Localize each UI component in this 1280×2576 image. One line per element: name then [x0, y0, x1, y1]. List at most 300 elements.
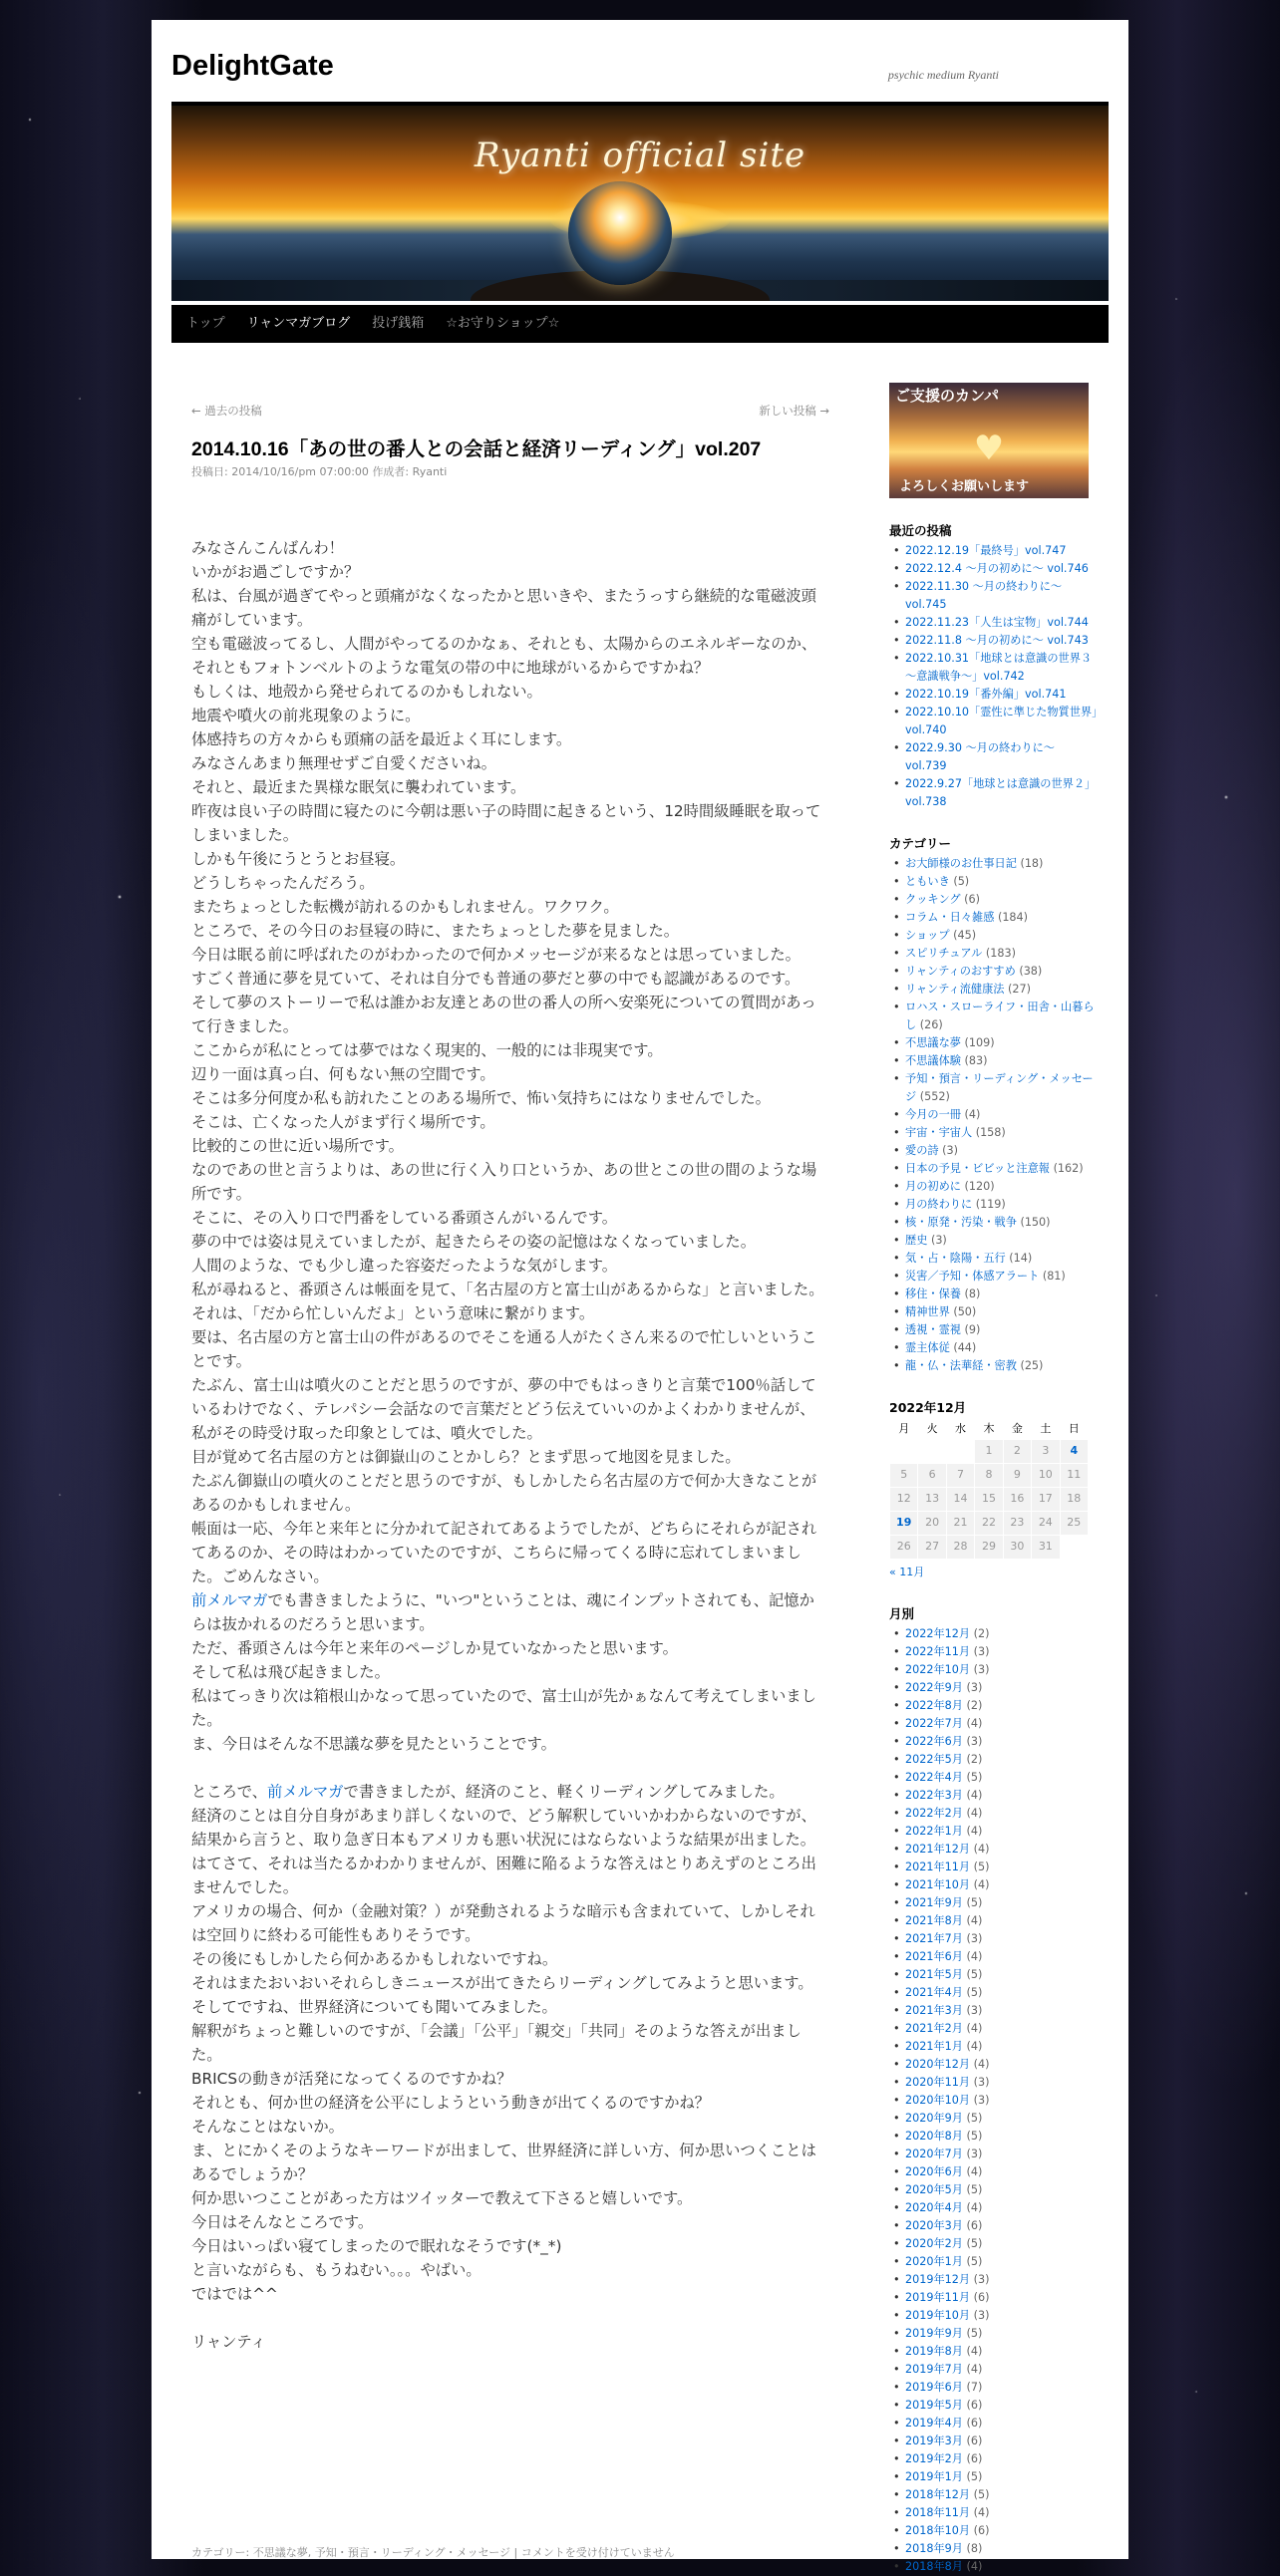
category-count: (120) [964, 1180, 995, 1193]
archive-item [889, 2504, 1099, 2522]
support-banner-sub: よろしくお願いします [899, 479, 1030, 494]
archive-link[interactable]: 2021年8月 [905, 1913, 963, 1927]
archive-link[interactable]: 2019年8月 [905, 2344, 963, 2358]
archive-link[interactable]: 2019年3月 [905, 2433, 963, 2447]
category-item [889, 1250, 1099, 1268]
next-post-link[interactable]: 新しい投稿 → [759, 404, 829, 418]
archive-count: (5) [973, 1860, 990, 1873]
archive-link[interactable]: 2019年5月 [905, 2398, 963, 2412]
archive-item [889, 2540, 1099, 2558]
body-line: いかがお過ごしですか？ [191, 563, 360, 581]
archive-count: (7) [966, 2380, 983, 2394]
category-count: (27) [1008, 983, 1031, 996]
archive-item [889, 1769, 1099, 1787]
category-count: (6) [964, 893, 981, 906]
archive-count: (5) [966, 2326, 983, 2340]
support-banner-link[interactable] [889, 383, 1089, 498]
calendar-table [889, 1419, 1089, 1560]
utility-cat-link-1[interactable]: 不思議な夢 [252, 2546, 308, 2559]
utility-cat-link-2[interactable]: 予知・預言・リーディング・メッセージ [314, 2546, 511, 2559]
archive-item [889, 2450, 1099, 2468]
category-link[interactable]: 月の終わりに [905, 1198, 973, 1211]
category-link[interactable]: 精神世界 [905, 1305, 950, 1318]
calendar-day: 6 [918, 1463, 946, 1487]
archive-count: (3) [973, 1662, 990, 1676]
body-line: はてさて、それは当たるかわかりませんが、困難に陥るような答えはとりあえずのところ出ませんでした。 [191, 1855, 816, 1896]
archive-link[interactable]: 2021年12月 [905, 1842, 971, 1856]
nav-item-top[interactable]: トップ [186, 316, 225, 331]
archive-link[interactable]: 2021年7月 [905, 1931, 963, 1945]
prev-mailmag-link[interactable]: 前メルマガ [191, 1591, 268, 1609]
archive-link[interactable]: 2021年6月 [905, 1949, 963, 1963]
archive-count: (5) [966, 2182, 983, 2196]
body-line: 体感持ちの方々からも頭痛の話を最近よく耳にします。 [191, 730, 572, 748]
category-link[interactable]: 予知・預言・リーディング・メッセージ [905, 1072, 1094, 1103]
category-link[interactable]: 不思議な夢 [905, 1036, 961, 1049]
category-count: (45) [953, 929, 977, 942]
category-count: (119) [975, 1198, 1006, 1211]
category-link[interactable]: 日本の予見・ビビッと注意報 [905, 1162, 1050, 1175]
category-count: (3) [930, 1234, 947, 1247]
prev-mailmag-link-2[interactable]: 前メルマガ [267, 1783, 344, 1801]
archive-count: (5) [966, 2236, 983, 2250]
recent-post-item [889, 578, 1099, 614]
body-line: ところで、その今日のお昼寝の時に、またちょっとした夢を見ました。 [191, 922, 680, 940]
archive-count: (3) [966, 1680, 983, 1694]
category-item [889, 1142, 1099, 1160]
archive-count: (5) [966, 2469, 983, 2483]
recent-post-link[interactable]: 2022.11.30 ～月の終わりに～ vol.745 [905, 580, 1063, 611]
recent-post-item [889, 632, 1099, 650]
calendar-day: 29 [975, 1535, 1003, 1559]
archive-item [889, 2020, 1099, 2038]
archive-link[interactable]: 2021年1月 [905, 2039, 963, 2053]
archive-link[interactable]: 2022年4月 [905, 1770, 963, 1784]
body-paragraph-a [191, 536, 829, 1588]
category-item [889, 963, 1099, 981]
archive-count: (4) [973, 1842, 990, 1856]
archive-count: (5) [966, 2254, 983, 2268]
category-link[interactable]: 歴史 [905, 1234, 928, 1247]
calendar-day: 9 [1003, 1463, 1031, 1487]
archive-item [889, 1841, 1099, 1859]
recent-post-link[interactable]: 2022.9.30 ～月の終わりに～ vol.739 [905, 741, 1055, 772]
archive-link[interactable]: 2019年9月 [905, 2326, 963, 2340]
archive-count: (2) [973, 1626, 990, 1640]
body-line: と言いながらも、もうねむい。。。やばい。 [191, 2261, 481, 2279]
calendar-weekday: 木 [983, 1421, 995, 1435]
category-item [889, 1124, 1099, 1142]
archive-item [889, 1733, 1099, 1751]
meta-date-label: 投稿日: [191, 465, 228, 478]
archive-item [889, 2397, 1099, 2415]
body-line: そして夢のストーリーで私は誰かお友達とあの世の番人の所へ安楽死についての質問があって行きました。 [191, 994, 816, 1035]
archive-link[interactable]: 2022年9月 [905, 1680, 963, 1694]
category-link[interactable]: 宇宙・宇宙人 [905, 1126, 973, 1139]
category-count: (8) [964, 1288, 981, 1300]
recent-post-link[interactable]: 2022.10.19「番外編」vol.741 [905, 688, 1067, 701]
body-line: ではでは^^ [191, 2285, 278, 2303]
category-item [889, 1160, 1099, 1178]
category-count: (552) [919, 1090, 950, 1103]
category-item [889, 1232, 1099, 1250]
post-author-link[interactable]: Ryanti [412, 465, 448, 478]
archive-link[interactable]: 2022年2月 [905, 1806, 963, 1820]
archive-link[interactable]: 2019年12月 [905, 2272, 971, 2286]
category-link[interactable]: ともいき [905, 875, 950, 888]
category-item [889, 1214, 1099, 1232]
body-line: アメリカの場合、何か（金融対策？）が発動されるような暗示も含まれていて、しかしそれは空回りに終わる可能性もありそうです。 [191, 1902, 815, 1944]
archive-count: (4) [973, 2505, 990, 2519]
archive-link[interactable]: 2021年3月 [905, 2003, 963, 2017]
body-line: そして私は飛び起きました。 [191, 1663, 390, 1681]
post-utility: カテゴリー: 不思議な夢, 予知・預言・リーディング・メッセージ | コメントを受け付けていません [191, 2546, 675, 2559]
archive-link[interactable]: 2019年10月 [905, 2308, 971, 2322]
archive-link[interactable]: 2021年2月 [905, 2021, 963, 2035]
body-line: 人間のような、でも少し違った容姿だったような気がします。 [191, 1257, 618, 1275]
archive-count: (6) [966, 2398, 983, 2412]
archive-count: (6) [966, 2433, 983, 2447]
calendar-day-link[interactable]: 4 [1060, 1439, 1088, 1463]
category-link[interactable]: 核・原発・汚染・戦争 [905, 1216, 1017, 1229]
category-link[interactable]: 災害／予知・体感アラート [905, 1270, 1040, 1283]
archive-count: (6) [966, 2416, 983, 2430]
archive-link[interactable]: 2020年11月 [905, 2075, 971, 2089]
archive-item [889, 1679, 1099, 1697]
category-count: (183) [985, 947, 1016, 960]
category-link[interactable]: リャンティ流健康法 [905, 983, 1005, 996]
archive-item [889, 2486, 1099, 2504]
category-link[interactable]: 移住・保養 [905, 1288, 961, 1300]
archive-item [889, 2343, 1099, 2361]
archive-link[interactable]: 2021年4月 [905, 1985, 963, 1999]
archive-link[interactable]: 2020年9月 [905, 2111, 963, 2125]
body-line: 地震や噴火の前兆現象のように。 [191, 707, 421, 724]
body-line: 今日はいっぱい寝てしまったので眠れなそうです(*_*) [191, 2237, 562, 2255]
recent-post-link[interactable]: 2022.9.27「地球とは意識の世界２」vol.738 [905, 777, 1097, 808]
body-line: 私は、台風が過ぎてやっと頭痛がなくなったかと思いきや、またうっすら継続的な電磁波頭痛がしています。 [191, 587, 816, 629]
archive-item [889, 2163, 1099, 2181]
body-line: 私が尋ねると、番頭さんは帳面を見て、「名古屋の方と富士山があるからな」と言いました。 [191, 1281, 824, 1298]
calendar-day: 5 [890, 1463, 918, 1487]
body-paragraph-c [191, 1804, 829, 2306]
category-item [889, 873, 1099, 891]
category-count: (44) [953, 1341, 977, 1354]
calendar-day: 2 [1003, 1439, 1031, 1463]
archive-item [889, 2199, 1099, 2217]
archive-count: (5) [966, 2111, 983, 2125]
calendar-day: 3 [1032, 1439, 1060, 1463]
calendar-empty [918, 1439, 946, 1463]
recent-post-link[interactable]: 2022.12.19「最終号」vol.747 [905, 544, 1067, 557]
archive-item [889, 1661, 1099, 1679]
archive-link[interactable]: 2018年10月 [905, 2523, 971, 2537]
post-nav [191, 399, 829, 417]
archive-count: (4) [973, 1877, 990, 1891]
archive-link[interactable]: 2022年10月 [905, 1662, 971, 1676]
archive-item [889, 2415, 1099, 2433]
archive-link[interactable]: 2020年5月 [905, 2182, 963, 2196]
body-line: 夢の中では姿は見えていましたが、起きたらその姿の記憶はなくなっていました。 [191, 1233, 756, 1251]
archive-link[interactable]: 2022年1月 [905, 1824, 963, 1838]
calendar-day: 12 [890, 1487, 918, 1511]
category-link[interactable]: 透視・霊視 [905, 1323, 961, 1336]
body-line: 目が覚めて名古屋の方とは御嶽山のことかしら？とまず思って地図を見ました。 [191, 1448, 741, 1466]
archive-link[interactable]: 2018年11月 [905, 2505, 971, 2519]
archive-link[interactable]: 2020年6月 [905, 2164, 963, 2178]
archive-item [889, 1876, 1099, 1894]
category-link[interactable]: コラム・日々雑感 [905, 911, 995, 924]
site-title[interactable]: DelightGate [171, 50, 334, 82]
archive-item [889, 2110, 1099, 2128]
calendar-prev-month-link[interactable]: « 11月 [889, 1565, 925, 1578]
category-link[interactable]: 月の初めに [905, 1180, 961, 1193]
calendar-day: 8 [975, 1463, 1003, 1487]
body-line: BRICSの動きが活発になってくるのですかね？ [191, 2070, 512, 2088]
archive-link[interactable]: 2020年4月 [905, 2200, 963, 2214]
archive-item [889, 2217, 1099, 2235]
archive-link[interactable]: 2018年9月 [905, 2541, 963, 2555]
recent-post-item [889, 739, 1099, 775]
archive-item [889, 2146, 1099, 2163]
calendar-day: 16 [1003, 1487, 1031, 1511]
archive-link[interactable]: 2022年11月 [905, 1644, 971, 1658]
category-link[interactable]: お大師様のお仕事日記 [905, 857, 1017, 870]
archive-item [889, 2181, 1099, 2199]
archive-item [889, 2074, 1099, 2092]
post-title: 2014.10.16「あの世の番人との会話と経済リーディング」vol.207 [191, 438, 762, 460]
signature: リャンティ [191, 2333, 266, 2351]
archive-link[interactable]: 2018年8月 [905, 2559, 963, 2573]
archive-item [889, 1948, 1099, 1966]
archive-count: (4) [966, 1716, 983, 1730]
category-link[interactable]: ショップ [905, 929, 950, 942]
archive-count: (6) [966, 2218, 983, 2232]
archive-link[interactable]: 2021年5月 [905, 1967, 963, 1981]
archive-count: (4) [966, 2200, 983, 2214]
calendar-day: 17 [1032, 1487, 1060, 1511]
body-line: どうしちゃったんだろう。 [191, 874, 375, 892]
archive-item [889, 2128, 1099, 2146]
archive-link[interactable]: 2020年7月 [905, 2147, 963, 2160]
archive-count: (4) [966, 1824, 983, 1838]
recent-posts-widget [889, 522, 1099, 811]
archive-link[interactable]: 2019年2月 [905, 2451, 963, 2465]
calendar-day: 21 [946, 1511, 974, 1535]
archive-link[interactable]: 2019年6月 [905, 2380, 963, 2394]
calendar-weekday: 月 [898, 1421, 910, 1435]
calendar-empty [890, 1439, 918, 1463]
recent-post-link[interactable]: 2022.10.10「霊性に準じた物質世界」vol.740 [905, 706, 1098, 736]
category-count: (50) [953, 1305, 977, 1318]
category-link[interactable]: 不思議体験 [905, 1054, 961, 1067]
category-link[interactable]: 今月の一冊 [905, 1108, 961, 1121]
post-date-link[interactable]: 2014/10/16/pm 07:00:00 [231, 465, 369, 478]
recent-posts-list [889, 542, 1099, 811]
calendar-empty [1060, 1535, 1088, 1559]
category-link[interactable]: ロハス・スローライフ・田舎・山暮らし [905, 1001, 1095, 1031]
nav-item-blog[interactable]: リャンマガブログ [246, 316, 351, 331]
archive-item [889, 2253, 1099, 2271]
archive-link[interactable]: 2019年7月 [905, 2362, 963, 2376]
category-link[interactable]: スピリチュアル [905, 947, 983, 960]
crystal-ball-image [568, 181, 672, 285]
category-item [889, 1034, 1099, 1052]
calendar-day: 23 [1003, 1511, 1031, 1535]
calendar-day: 31 [1032, 1535, 1060, 1559]
recent-post-link[interactable]: 2022.11.8 ～月の初めに～ vol.743 [905, 634, 1089, 647]
archive-count: (3) [966, 1734, 983, 1748]
archive-item [889, 1625, 1099, 1643]
archive-link[interactable]: 2020年1月 [905, 2254, 963, 2268]
archive-count: (3) [973, 2308, 990, 2322]
archive-link[interactable]: 2021年9月 [905, 1895, 963, 1909]
archive-item [889, 2307, 1099, 2325]
page-wrapper [152, 20, 1128, 2573]
category-count: (158) [975, 1126, 1006, 1139]
body-line: それと、最近また異様な眠気に襲われています。 [191, 778, 526, 796]
archive-link[interactable]: 2020年10月 [905, 2093, 971, 2107]
calendar-day-link[interactable]: 19 [890, 1511, 918, 1535]
main-nav [171, 305, 1109, 343]
body-line: 私はてっきり次は箱根山かなって思っていたので、富士山が先かぁなんて考えてしまいました。 [191, 1687, 816, 1729]
archive-item [889, 1966, 1099, 1984]
archive-item [889, 2325, 1099, 2343]
category-count: (184) [997, 911, 1029, 924]
archive-link[interactable]: 2020年2月 [905, 2236, 963, 2250]
archive-link[interactable]: 2022年8月 [905, 1698, 963, 1712]
category-count: (109) [964, 1036, 995, 1049]
archive-count: (2) [966, 1698, 983, 1712]
archive-count: (8) [966, 2541, 983, 2555]
archive-count: (3) [973, 2272, 990, 2286]
category-link[interactable]: 愛の詩 [905, 1144, 939, 1157]
body-line: たぶん、富士山は噴火のことだと思うのですが、夢の中でもはっきりと言葉で100％話しているわけでなく、テレパシー会話なので言葉だとどう伝えていいのかよくわかりませんが、私がその時受け取った印象としては、噴火でした。 [191, 1376, 816, 1442]
category-item [889, 1339, 1099, 1357]
recent-post-item [889, 542, 1099, 560]
body-line: それはまたおいおいそれらしきニュースが出てきたらリーディングしてみようと思います。 [191, 1974, 813, 1992]
archive-link[interactable]: 2021年11月 [905, 1860, 971, 1873]
archive-item [889, 2468, 1099, 2486]
category-item [889, 1070, 1099, 1106]
archive-link[interactable]: 2022年7月 [905, 1716, 963, 1730]
archive-link[interactable]: 2019年11月 [905, 2290, 971, 2304]
body-line: それは、「だから忙しいんだよ」という意味に繋がります。 [191, 1304, 595, 1322]
category-link[interactable]: 龍・仏・法華経・密教 [905, 1359, 1017, 1372]
body-line: 何か思いつこことがあった方はツイッターで教えて下さると嬉しいです。 [191, 2189, 693, 2207]
archive-count: (4) [966, 2362, 983, 2376]
body-line: 解釈がちょっと難しいのですが、「会議」「公平」「親交」「共同」そのような答えが出ました。 [191, 2022, 801, 2064]
body-line: 比較的この世に近い場所です。 [191, 1137, 404, 1155]
archive-count: (5) [966, 1895, 983, 1909]
calendar-weekday: 土 [1040, 1421, 1052, 1435]
category-item [889, 1052, 1099, 1070]
archive-count: (4) [966, 2559, 983, 2573]
body-line: ま、とにかくそのようなキーワードが出まして、世界経済に詳しい方、何か思いつくことはあるでしょうか？ [191, 2142, 816, 2183]
site-description: psychic medium Ryanti [887, 68, 999, 82]
archive-count: (3) [973, 2075, 990, 2089]
calendar-day: 22 [975, 1511, 1003, 1535]
nav-item-donation[interactable]: 投げ銭箱 [372, 316, 425, 331]
archive-link[interactable]: 2019年1月 [905, 2469, 963, 2483]
body-line: 要は、名古屋の方と富士山の件があるのでそこを通る人がたくさん来るので忙しいということです。 [191, 1328, 817, 1370]
category-item [889, 999, 1099, 1034]
category-link[interactable]: 霊主体従 [905, 1341, 950, 1354]
recent-post-link[interactable]: 2022.10.31「地球とは意識の世界３～意識戦争～」vol.742 [905, 652, 1093, 683]
archive-item [889, 2271, 1099, 2289]
recent-post-item [889, 614, 1099, 632]
archive-link[interactable]: 2022年6月 [905, 1734, 963, 1748]
archive-item [889, 2558, 1099, 2576]
categories-title: カテゴリー [889, 836, 952, 851]
archive-link[interactable]: 2020年12月 [905, 2057, 971, 2071]
category-count: (9) [964, 1323, 981, 1336]
archive-item [889, 2038, 1099, 2056]
heart-icon: ♥ [973, 429, 1005, 468]
archive-count: (5) [966, 1967, 983, 1981]
calendar-day: 14 [946, 1487, 974, 1511]
body-line: そんなことはないか。 [191, 2118, 344, 2136]
archive-count: (4) [966, 1949, 983, 1963]
archive-link[interactable]: 2021年10月 [905, 1877, 971, 1891]
archive-count: (4) [973, 2057, 990, 2071]
archive-item [889, 1751, 1099, 1769]
category-link[interactable]: リャンティのおすすめ [905, 965, 1016, 978]
body-line: 昨夜は良い子の時間に寝たのに今朝は悪い子の時間に起きるという、12時間級睡眠を取ってしまいました。 [191, 802, 821, 844]
nav-item-shop[interactable]: ☆お守りショップ☆ [446, 316, 560, 331]
archive-count: (5) [973, 2487, 990, 2501]
archive-item [889, 2289, 1099, 2307]
archive-link[interactable]: 2018年12月 [905, 2487, 971, 2501]
archive-link[interactable]: 2022年5月 [905, 1752, 963, 1766]
category-count: (14) [1009, 1252, 1033, 1265]
body-line: たぶん御嶽山の噴火のことだと思うのですが、もしかしたら名古屋の方で何か大きなことがあるのかもしれません。 [191, 1472, 817, 1514]
categories-list [889, 855, 1099, 1375]
calendar-day: 20 [918, 1511, 946, 1535]
archive-link[interactable]: 2022年12月 [905, 1626, 971, 1640]
prev-post-link[interactable]: ← 過去の投稿 [191, 404, 262, 418]
archive-item [889, 1697, 1099, 1715]
archive-count: (4) [966, 2039, 983, 2053]
body-line: 前メルマガでも書きましたように、"いつ"ということは、魂にインプットされても、記憶からは抜かれるのだろうと思います。 [191, 1591, 814, 1633]
body-line: ところで、前メルマガで書きましたが、経済のこと、軽くリーディングしてみました。 [191, 1783, 785, 1801]
archive-item [889, 2235, 1099, 2253]
archive-link[interactable]: 2019年4月 [905, 2416, 963, 2430]
category-count: (18) [1020, 857, 1044, 870]
body-line: ま、今日はそんな不思議な夢を見たということです。 [191, 1735, 556, 1753]
body-line: すごく普通に夢を見ていて、それは自分でも普通の夢だと夢の中でも認識があるのです。 [191, 970, 800, 988]
category-link[interactable]: クッキング [905, 893, 961, 906]
archive-link[interactable]: 2020年8月 [905, 2129, 963, 2143]
category-item [889, 1321, 1099, 1339]
calendar-day: 7 [946, 1463, 974, 1487]
body-line: そこは、亡くなった人がまず行く場所です。 [191, 1113, 495, 1131]
recent-post-link[interactable]: 2022.11.23「人生は宝物」vol.744 [905, 616, 1089, 629]
post-body [191, 536, 829, 2354]
calendar-day: 11 [1060, 1463, 1088, 1487]
category-link[interactable]: 気・占・陰陽・五行 [905, 1252, 1006, 1265]
recent-post-link[interactable]: 2022.12.4 ～月の初めに～ vol.746 [905, 562, 1089, 575]
archive-item [889, 1787, 1099, 1805]
archive-item [889, 1643, 1099, 1661]
meta-author-label: 作成者: [372, 465, 410, 478]
archive-link[interactable]: 2022年3月 [905, 1788, 963, 1802]
category-count: (3) [942, 1144, 958, 1157]
archive-item [889, 2092, 1099, 2110]
body-line: そしてですね、世界経済についても聞いてみました。 [191, 1998, 557, 2016]
archive-item [889, 2002, 1099, 2020]
archive-link[interactable]: 2020年3月 [905, 2218, 963, 2232]
